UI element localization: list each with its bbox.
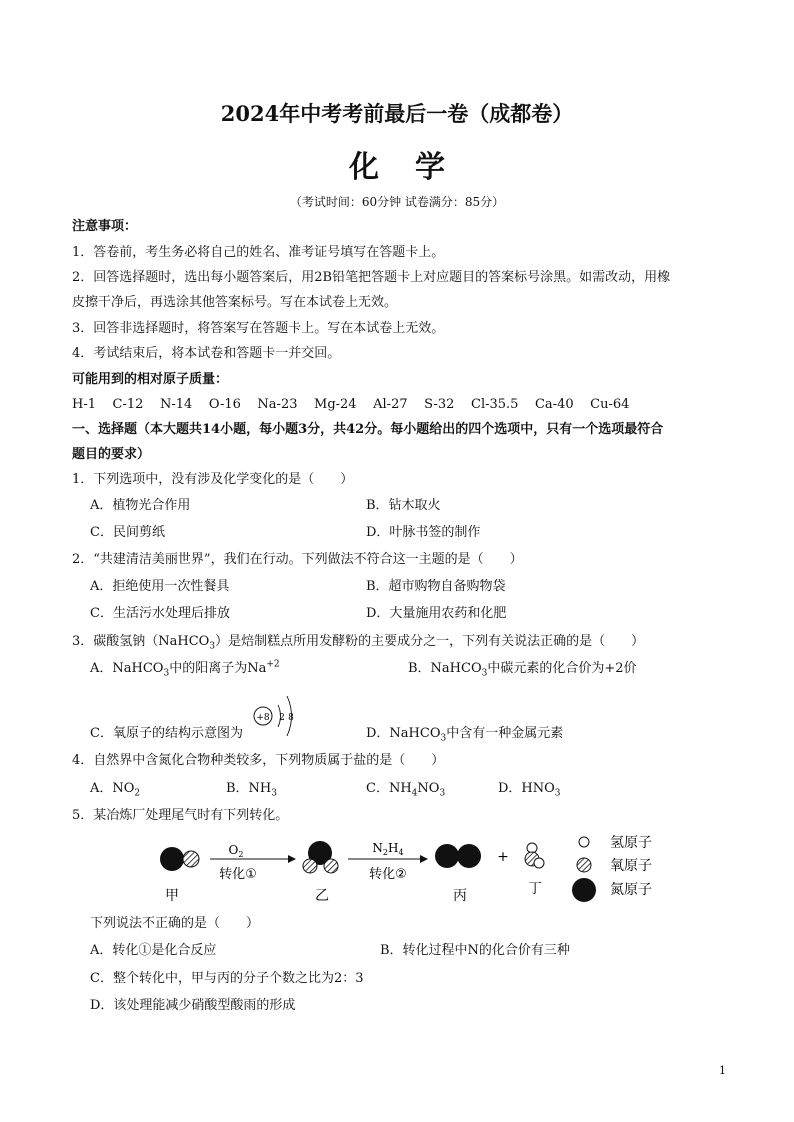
arrow1-label: 转化① bbox=[219, 867, 257, 882]
atomic-mass-na: Na-23 bbox=[257, 397, 298, 412]
arrow1-reagent: $O_2$ bbox=[228, 843, 244, 859]
q4-option-c: C．$NH_4NO_3$ bbox=[366, 781, 446, 799]
q3-option-d: D．NaHCO$_3$中含有一种金属元素 bbox=[366, 726, 564, 744]
q5-stem: 5．某冶炼厂处理尾气时有下列转化。 bbox=[72, 808, 289, 823]
atomic-mass-c: C-12 bbox=[112, 397, 144, 412]
molecule-jia bbox=[160, 847, 199, 871]
note-item-2-cont: 皮擦干净后，再选涂其他答案标号。写在本试卷上无效。 bbox=[72, 295, 398, 310]
q5-option-b: B．转化过程中N的化合价有三种 bbox=[380, 943, 570, 958]
atomic-mass-n: N-14 bbox=[159, 397, 193, 412]
q2-option-d: D．大量施用农药和化肥 bbox=[366, 606, 507, 621]
shell2-electrons: 8 bbox=[288, 713, 294, 723]
q3-option-b: B．NaHCO$_3$中碳元素的化合价为+2价 bbox=[408, 661, 637, 679]
atomic-mass-al: Al-27 bbox=[373, 397, 408, 412]
atomic-mass-cl: Cl-35.5 bbox=[471, 397, 519, 412]
shell1-electrons: 2 bbox=[279, 713, 285, 723]
legend-hydrogen-swatch bbox=[579, 837, 589, 847]
q3-option-a: A．NaHCO$_3$中的阳离子为$Na^{+2}$ bbox=[90, 659, 280, 679]
arrow2-reagent: $N_2H_4$ bbox=[372, 841, 404, 857]
molecule-bing bbox=[435, 844, 481, 868]
q3-stem: 3．碳酸氢钠（NaHCO$_3$）是焙制糕点所用发酵粉的主要成分之一，下列有关说法正确的是（ ） bbox=[72, 634, 645, 652]
note-item-2: 2．回答选择题时，选出每小题答案后，用2B铅笔把答题卡上对应题目的答案标号涂黑。如需改动，用橡 bbox=[72, 270, 671, 285]
note-item-1: 1．答卷前，考生务必将自己的姓名、准考证号填写在答题卡上。 bbox=[72, 245, 445, 260]
label-jia: 甲 bbox=[165, 888, 179, 904]
atomic-mass-heading: 可能用到的相对原子质量： bbox=[72, 372, 229, 387]
q1-stem: 1．下列选项中，没有涉及化学变化的是（ ） bbox=[72, 472, 354, 487]
q1-option-d: D．叶脉书签的制作 bbox=[366, 525, 481, 540]
q4-stem: 4．自然界中含氮化合物种类较多，下列物质属于盐的是（ ） bbox=[72, 753, 445, 768]
exam-time-info: （考试时间：60分钟 试卷满分：85分） bbox=[289, 195, 505, 209]
atomic-mass-cu: Cu-64 bbox=[590, 397, 630, 412]
notes-heading: 注意事项： bbox=[72, 219, 138, 234]
q5-option-c: C．整个转化中，甲与丙的分子个数之比为2：3 bbox=[90, 971, 364, 986]
q2-stem: 2．“共建清洁美丽世界”，我们在行动。下列做法不符合这一主题的是（ ） bbox=[72, 552, 523, 567]
q4-option-d: D．$HNO_3$ bbox=[498, 781, 561, 799]
plus-sign: + bbox=[497, 849, 509, 865]
atomic-mass-o: O-16 bbox=[208, 397, 241, 412]
molecular-conversion-diagram bbox=[150, 828, 670, 910]
atomic-mass-list bbox=[72, 396, 629, 414]
atomic-mass-h: H-1 bbox=[72, 397, 97, 412]
note-item-4: 4．考试结束后，将本试卷和答题卡一并交回。 bbox=[72, 346, 341, 361]
q2-option-b: B．超市购物自备购物袋 bbox=[366, 579, 506, 594]
page-number: 1 bbox=[719, 1064, 726, 1077]
q1-option-a: A．植物光合作用 bbox=[90, 498, 191, 513]
q1-option-c: C．民间剪纸 bbox=[90, 525, 165, 540]
label-bing: 丙 bbox=[453, 888, 467, 904]
subject-title: 化学 bbox=[349, 150, 481, 185]
q1-option-b: B．钻木取火 bbox=[366, 498, 441, 513]
legend-oxygen-swatch bbox=[577, 858, 591, 872]
atomic-mass-s: S-32 bbox=[424, 397, 455, 412]
note-item-3: 3．回答非选择题时，将答案写在答题卡上。写在本试卷上无效。 bbox=[72, 321, 445, 336]
q5-sub-stem: 下列说法不正确的是（ ） bbox=[90, 916, 260, 931]
legend-nitrogen-swatch bbox=[572, 878, 596, 902]
label-yi: 乙 bbox=[315, 888, 329, 904]
molecule-ding bbox=[525, 843, 544, 868]
label-ding: 丁 bbox=[528, 881, 542, 897]
oxygen-atom-structure-diagram bbox=[250, 688, 304, 744]
q3-option-c: C．氧原子的结构示意图为 bbox=[90, 726, 243, 741]
q4-option-b: B．$NH_3$ bbox=[226, 781, 277, 799]
q2-option-a: A．拒绝使用一次性餐具 bbox=[90, 579, 230, 594]
legend-nitrogen: 氮原子 bbox=[610, 882, 652, 898]
nucleus-label: +8 bbox=[256, 713, 270, 723]
atomic-mass-mg: Mg-24 bbox=[314, 397, 357, 412]
q5-option-d: D．该处理能减少硝酸型酸雨的形成 bbox=[90, 998, 296, 1013]
legend-oxygen: 氧原子 bbox=[610, 858, 652, 874]
section1-heading-cont: 题目的要求） bbox=[72, 447, 151, 462]
q5-option-a: A．转化①是化合反应 bbox=[90, 943, 217, 958]
atomic-mass-ca: Ca-40 bbox=[534, 397, 574, 412]
exam-title: 2024年中考考前最后一卷（成都卷） bbox=[220, 101, 574, 126]
q4-option-a: A．$NO_2$ bbox=[90, 781, 141, 799]
arrow2-label: 转化② bbox=[369, 867, 407, 882]
legend-hydrogen: 氢原子 bbox=[610, 835, 652, 851]
molecule-yi bbox=[303, 841, 338, 873]
section1-heading: 一、选择题（本大题共14小题，每小题3分，共42分。每小题给出的四个选项中，只有一个选项最符合 bbox=[72, 422, 664, 437]
q2-option-c: C．生活污水处理后排放 bbox=[90, 606, 230, 621]
